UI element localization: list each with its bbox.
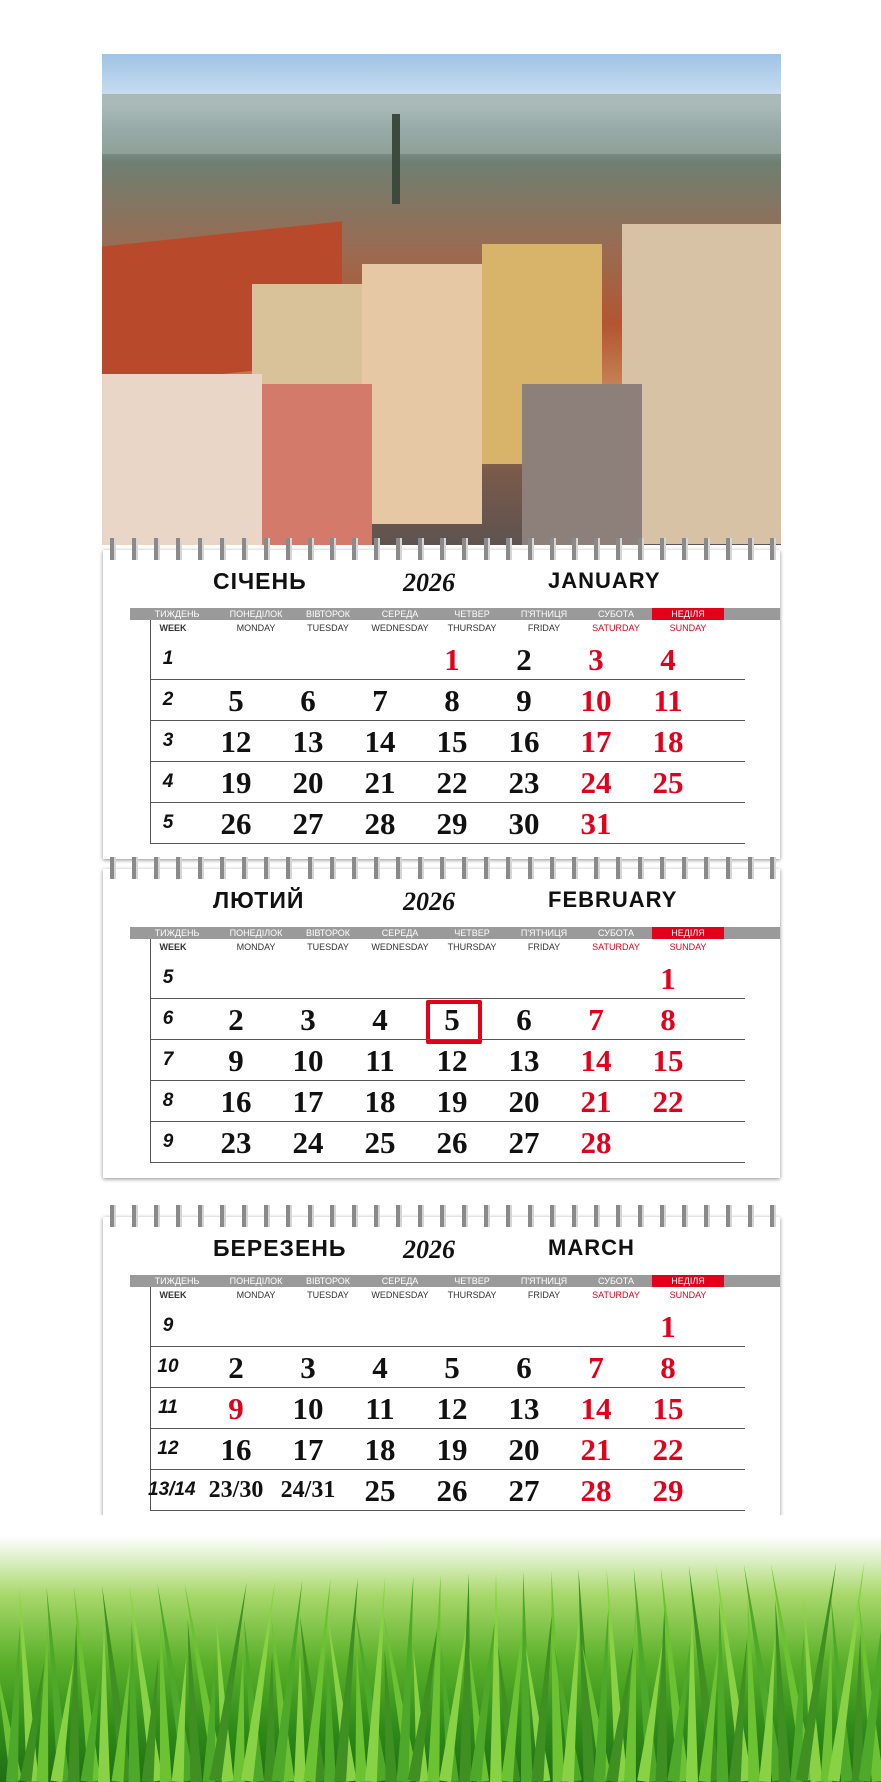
weekday-label-ua: НЕДІЛЯ <box>652 927 724 939</box>
weekday-label-en: FRIDAY <box>527 942 561 952</box>
weekday-label-ua: ТИЖДЕНЬ <box>154 609 200 619</box>
week-row-divider <box>150 1346 745 1347</box>
calendar-day[interactable]: 9 <box>228 1391 244 1426</box>
weekday-label-ua: НЕДІЛЯ <box>652 1275 724 1287</box>
weekday-label-en: SUNDAY <box>669 1290 707 1300</box>
calendar-day[interactable]: 18 <box>364 1432 396 1467</box>
calendar-day[interactable]: 4 <box>372 1350 388 1385</box>
calendar-day[interactable]: 28 <box>364 806 396 841</box>
month-name-en: MARCH <box>548 1235 635 1260</box>
calendar-day[interactable]: 7 <box>588 1350 604 1385</box>
calendar-day[interactable]: 24 <box>580 765 612 800</box>
weekday-label-ua: П'ЯТНИЦЯ <box>520 928 568 938</box>
weekday-label-ua: СУБОТА <box>598 609 634 619</box>
week-row-divider <box>150 1080 745 1081</box>
calendar-day[interactable]: 16 <box>220 1432 252 1467</box>
calendar-day[interactable]: 27 <box>292 806 324 841</box>
calendar-day[interactable]: 14 <box>364 724 396 759</box>
calendar-day[interactable]: 4 <box>372 1002 388 1037</box>
month-name-en: FEBRUARY <box>548 887 678 912</box>
calendar-day[interactable]: 3 <box>300 1350 316 1385</box>
weekday-label-ua: СЕРЕДА <box>381 928 419 938</box>
calendar-day[interactable]: 26 <box>436 1125 468 1160</box>
weekday-label-en: MONDAY <box>236 623 276 633</box>
weekday-label-ua: СУБОТА <box>598 1276 634 1286</box>
month-block-march <box>103 1217 780 1526</box>
weekday-label-en: THURSDAY <box>447 1290 497 1300</box>
week-number: 12 <box>157 1438 179 1459</box>
calendar-day[interactable]: 19 <box>436 1084 468 1119</box>
calendar-day[interactable]: 28 <box>580 1125 612 1160</box>
calendar-day[interactable]: 25 <box>364 1473 396 1508</box>
week-number: 5 <box>162 967 174 988</box>
calendar-day[interactable]: 30 <box>508 806 540 841</box>
calendar-day[interactable]: 13 <box>292 724 324 759</box>
weekday-label-ua: ЧЕТВЕР <box>454 928 490 938</box>
calendar-day[interactable]: 6 <box>516 1350 532 1385</box>
week-number: 2 <box>162 689 174 710</box>
week-row-divider <box>150 1039 745 1040</box>
week-number: 1 <box>162 648 174 669</box>
week-number: 5 <box>162 812 174 833</box>
calendar-day[interactable]: 29 <box>652 1473 684 1508</box>
weekday-label-en: TUESDAY <box>307 623 349 633</box>
weekday-label-ua: П'ЯТНИЦЯ <box>520 609 568 619</box>
calendar-day[interactable]: 5 <box>444 1350 460 1385</box>
calendar-day[interactable]: 16 <box>220 1084 252 1119</box>
calendar-day[interactable]: 1 <box>660 961 676 996</box>
calendar-day[interactable]: 25 <box>652 765 684 800</box>
calendar-day[interactable]: 26 <box>436 1473 468 1508</box>
calendar-day[interactable]: 4 <box>660 642 676 677</box>
calendar-day[interactable]: 7 <box>588 1002 604 1037</box>
calendar-day[interactable]: 2 <box>228 1002 244 1037</box>
calendar-day[interactable]: 3 <box>300 1002 316 1037</box>
weekday-label-en: WEDNESDAY <box>371 623 429 633</box>
calendar-day[interactable]: 10 <box>580 683 612 718</box>
weekday-label-en: SATURDAY <box>592 942 640 952</box>
week-number: 3 <box>162 730 174 751</box>
month-name-en: JANUARY <box>548 568 661 593</box>
calendar-day[interactable]: 13 <box>508 1043 540 1078</box>
week-row-divider <box>150 761 745 762</box>
calendar-day[interactable]: 27 <box>508 1473 540 1508</box>
week-number: 7 <box>162 1049 174 1070</box>
month-header <box>103 568 780 604</box>
calendar-day[interactable]: 19 <box>220 765 252 800</box>
calendar-day[interactable]: 19 <box>436 1432 468 1467</box>
week-row-divider <box>150 679 745 680</box>
weekday-label-en: SUNDAY <box>669 623 707 633</box>
calendar-day[interactable]: 26 <box>220 806 252 841</box>
weekday-label-en: WEDNESDAY <box>371 942 429 952</box>
week-row-divider <box>150 802 745 803</box>
calendar-day[interactable]: 11 <box>365 1391 395 1426</box>
year: 2026 <box>403 887 455 916</box>
calendar-day[interactable]: 21 <box>580 1084 612 1119</box>
current-day-highlight <box>426 1000 482 1044</box>
calendar-day[interactable]: 23 <box>220 1125 252 1160</box>
weekday-label-ua: ЧЕТВЕР <box>454 1276 490 1286</box>
year: 2026 <box>403 568 455 597</box>
calendar-day[interactable]: 10 <box>292 1043 324 1078</box>
weekday-header-ua <box>130 927 780 939</box>
calendar-day[interactable]: 12 <box>436 1391 468 1426</box>
calendar-day[interactable]: 22 <box>436 765 468 800</box>
weekday-label-en: WEEK <box>159 942 187 952</box>
weekday-label-en: TUESDAY <box>307 942 349 952</box>
calendar-day[interactable]: 2 <box>228 1350 244 1385</box>
calendar-day[interactable]: 6 <box>516 1002 532 1037</box>
calendar-day[interactable]: 27 <box>508 1125 540 1160</box>
calendar-day[interactable]: 31 <box>580 806 612 841</box>
weekday-header-ua <box>130 608 780 620</box>
calendar-day[interactable]: 23/30 <box>208 1477 264 1503</box>
calendar-day[interactable]: 21 <box>364 765 396 800</box>
spiral-binding <box>103 857 780 879</box>
calendar-day[interactable]: 17 <box>292 1432 324 1467</box>
weekday-label-en: WEEK <box>159 1290 187 1300</box>
week-row-divider <box>150 1428 745 1429</box>
calendar-day[interactable]: 12 <box>220 724 252 759</box>
calendar-day[interactable]: 24/31 <box>280 1477 336 1503</box>
calendar-day[interactable]: 10 <box>292 1391 324 1426</box>
weekday-label-en: THURSDAY <box>447 623 497 633</box>
city-photo <box>102 54 781 545</box>
calendar-day[interactable]: 5 <box>228 683 244 718</box>
grass-decoration <box>0 1515 881 1782</box>
calendar-day[interactable]: 1 <box>660 1309 676 1344</box>
calendar-day[interactable]: 23 <box>508 765 540 800</box>
weekday-label-ua: ВІВТОРОК <box>305 928 351 938</box>
calendar-day[interactable]: 5 <box>444 1002 460 1037</box>
month-name-ua: ЛЮТИЙ <box>213 887 305 913</box>
calendar-day[interactable]: 25 <box>364 1125 396 1160</box>
weekday-label-en: FRIDAY <box>527 1290 561 1300</box>
weekday-label-ua: ПОНЕДІЛОК <box>229 609 283 619</box>
calendar-day[interactable]: 20 <box>508 1432 540 1467</box>
calendar-day[interactable]: 11 <box>365 1043 395 1078</box>
calendar-day[interactable]: 11 <box>653 683 683 718</box>
weekday-label-ua: ТИЖДЕНЬ <box>154 1276 200 1286</box>
spiral-binding <box>103 1205 780 1227</box>
calendar-day[interactable]: 2 <box>516 642 532 677</box>
calendar-day[interactable]: 3 <box>588 642 604 677</box>
weekday-label-ua: СЕРЕДА <box>381 609 419 619</box>
weekday-label-en: FRIDAY <box>527 623 561 633</box>
week-number: 4 <box>162 771 174 792</box>
calendar-day[interactable]: 15 <box>652 1043 684 1078</box>
calendar-day[interactable]: 7 <box>372 683 388 718</box>
weekday-label-en: SATURDAY <box>592 1290 640 1300</box>
weekday-label-ua: ПОНЕДІЛОК <box>229 928 283 938</box>
weekday-label-ua: ВІВТОРОК <box>305 609 351 619</box>
weekday-label-ua: ТИЖДЕНЬ <box>154 928 200 938</box>
week-number: 8 <box>162 1090 174 1111</box>
week-number: 6 <box>162 1008 174 1029</box>
week-number: 10 <box>157 1356 179 1377</box>
year: 2026 <box>403 1235 455 1264</box>
bottom-divider <box>150 1162 745 1163</box>
week-row-divider <box>150 720 745 721</box>
calendar-day[interactable]: 18 <box>364 1084 396 1119</box>
calendar-day[interactable]: 18 <box>652 724 684 759</box>
month-block-february <box>103 869 780 1178</box>
calendar-day[interactable]: 8 <box>660 1350 676 1385</box>
calendar-day[interactable]: 9 <box>228 1043 244 1078</box>
calendar-day[interactable]: 13 <box>508 1391 540 1426</box>
calendar-day[interactable]: 22 <box>652 1084 684 1119</box>
bottom-divider <box>150 843 745 844</box>
weekday-label-en: WEDNESDAY <box>371 1290 429 1300</box>
calendar-day[interactable]: 15 <box>652 1391 684 1426</box>
weekday-label-en: MONDAY <box>236 1290 276 1300</box>
weekday-label-ua: НЕДІЛЯ <box>652 608 724 620</box>
month-name-ua: БЕРЕЗЕНЬ <box>213 1235 347 1261</box>
calendar-day[interactable]: 14 <box>580 1043 612 1078</box>
calendar-day[interactable]: 29 <box>436 806 468 841</box>
week-row-divider <box>150 1469 745 1470</box>
weekday-label-ua: ПОНЕДІЛОК <box>229 1276 283 1286</box>
calendar-day[interactable]: 15 <box>436 724 468 759</box>
calendar-day[interactable]: 9 <box>516 683 532 718</box>
month-header <box>103 1235 780 1271</box>
weekday-label-en: THURSDAY <box>447 942 497 952</box>
week-number: 13/14 <box>148 1479 196 1500</box>
calendar-day[interactable]: 20 <box>292 765 324 800</box>
month-name-ua: СІЧЕНЬ <box>213 568 307 594</box>
calendar-day[interactable]: 17 <box>580 724 612 759</box>
weekday-label-ua: СУБОТА <box>598 928 634 938</box>
week-number: 11 <box>158 1397 178 1418</box>
weekday-label-en: WEEK <box>159 623 187 633</box>
calendar-day[interactable]: 22 <box>652 1432 684 1467</box>
week-row-divider <box>150 998 745 999</box>
calendar-day[interactable]: 17 <box>292 1084 324 1119</box>
weekday-label-en: SATURDAY <box>592 623 640 633</box>
weekday-label-ua: СЕРЕДА <box>381 1276 419 1286</box>
week-row-divider <box>150 1387 745 1388</box>
weekday-label-en: MONDAY <box>236 942 276 952</box>
weekday-header-ua <box>130 1275 780 1287</box>
week-number: 9 <box>162 1131 174 1152</box>
month-header <box>103 887 780 923</box>
month-block-january <box>103 550 780 859</box>
calendar-day[interactable]: 8 <box>660 1002 676 1037</box>
calendar-day[interactable]: 6 <box>300 683 316 718</box>
weekday-label-ua: П'ЯТНИЦЯ <box>520 1276 568 1286</box>
calendar-day[interactable]: 28 <box>580 1473 612 1508</box>
week-row-divider <box>150 1121 745 1122</box>
week-number: 9 <box>162 1315 174 1336</box>
calendar-day[interactable]: 12 <box>436 1043 468 1078</box>
bottom-divider <box>150 1510 745 1511</box>
calendar-day[interactable]: 21 <box>580 1432 612 1467</box>
weekday-label-en: TUESDAY <box>307 1290 349 1300</box>
calendar-day[interactable]: 1 <box>444 642 460 677</box>
calendar-day[interactable]: 24 <box>292 1125 324 1160</box>
weekday-label-ua: ЧЕТВЕР <box>454 609 490 619</box>
spiral-binding <box>103 538 780 560</box>
weekday-label-ua: ВІВТОРОК <box>305 1276 351 1286</box>
weekday-label-en: SUNDAY <box>669 942 707 952</box>
calendar-day[interactable]: 20 <box>508 1084 540 1119</box>
calendar-day[interactable]: 16 <box>508 724 540 759</box>
calendar-day[interactable]: 14 <box>580 1391 612 1426</box>
calendar-day[interactable]: 8 <box>444 683 460 718</box>
